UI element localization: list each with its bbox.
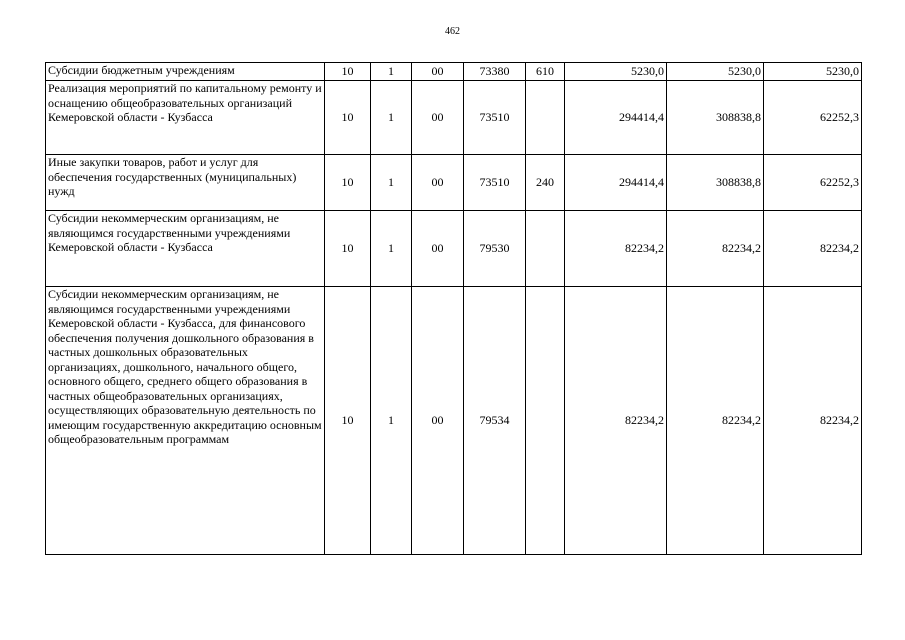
amount-year-1: 5230,0: [565, 63, 667, 81]
amount-year-3: 82234,2: [764, 211, 862, 287]
table-row: [46, 287, 862, 555]
table-row: [46, 211, 862, 287]
expense-type: 610: [526, 63, 565, 81]
target-code: 73380: [464, 63, 526, 81]
section-code: 10: [325, 287, 371, 555]
amount-year-3: 62252,3: [764, 155, 862, 211]
subsection-code: 1: [371, 81, 412, 155]
amount-year-1: 294414,4: [565, 81, 667, 155]
amount-year-3: 82234,2: [764, 287, 862, 555]
amount-year-1: 294414,4: [565, 155, 667, 211]
table-row: [46, 81, 862, 155]
subsection-code: 1: [371, 63, 412, 81]
expense-type: [526, 81, 565, 155]
expense-type: [526, 211, 565, 287]
amount-year-3: 62252,3: [764, 81, 862, 155]
amount-year-1: 82234,2: [565, 211, 667, 287]
page-number: 462: [445, 26, 460, 37]
amount-year-2: 308838,8: [667, 81, 764, 155]
subsection-code: 1: [371, 287, 412, 555]
target-code: 79534: [464, 287, 526, 555]
amount-year-1: 82234,2: [565, 287, 667, 555]
amount-year-2: 82234,2: [667, 287, 764, 555]
subsection-code: 1: [371, 211, 412, 287]
program-code: 00: [412, 211, 464, 287]
program-code: 00: [412, 63, 464, 81]
row-name: Иные закупки товаров, работ и услуг для обеспечения государственных (муниципальных) нужд: [46, 155, 325, 211]
section-code: 10: [325, 81, 371, 155]
subsection-code: 1: [371, 155, 412, 211]
table-row: [46, 63, 862, 81]
target-code: 79530: [464, 211, 526, 287]
program-code: 00: [412, 81, 464, 155]
section-code: 10: [325, 63, 371, 81]
program-code: 00: [412, 287, 464, 555]
amount-year-3: 5230,0: [764, 63, 862, 81]
target-code: 73510: [464, 155, 526, 211]
amount-year-2: 82234,2: [667, 211, 764, 287]
section-code: 10: [325, 155, 371, 211]
target-code: 73510: [464, 81, 526, 155]
section-code: 10: [325, 211, 371, 287]
expense-type: 240: [526, 155, 565, 211]
amount-year-2: 5230,0: [667, 63, 764, 81]
program-code: 00: [412, 155, 464, 211]
row-name: Субсидии некоммерческим организациям, не являющимся государственными учреждениями Кемеровской области - Кузбасса, для финансового обеспечения получения дошкольного образования в частных дошкольных образовательных организациях, дошкольного, начального общего, основного общего, среднего общего образования в частных общеобразовательных организациях, осуществляющих образовательную деятельность по имеющим государственную аккредитацию основным общеобразовательным программам: [46, 287, 325, 555]
table-row: [46, 155, 862, 211]
amount-year-2: 308838,8: [667, 155, 764, 211]
row-name: Субсидии некоммерческим организациям, не являющимся государственными учреждениями Кемеровской области - Кузбасса: [46, 211, 325, 287]
expense-type: [526, 287, 565, 555]
row-name: Субсидии бюджетным учреждениям: [46, 63, 325, 81]
row-name: Реализация мероприятий по капитальному ремонту и оснащению общеобразовательных организаций Кемеровской области - Кузбасса: [46, 81, 325, 155]
budget-table: [45, 62, 862, 555]
